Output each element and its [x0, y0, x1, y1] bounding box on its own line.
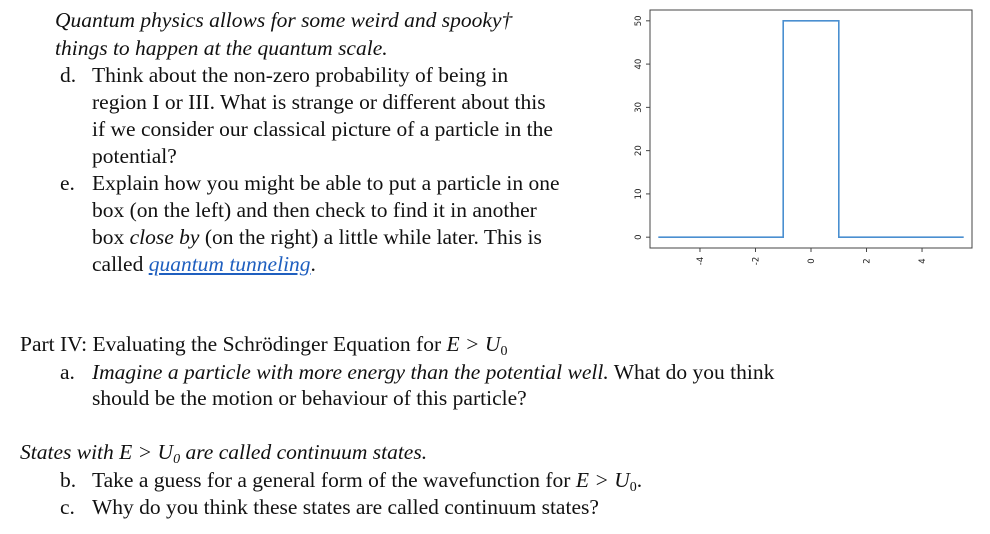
- quantum-tunneling-link[interactable]: quantum tunneling: [148, 252, 311, 276]
- x-tick-label: -2: [751, 256, 762, 266]
- y-tick-label: 50: [634, 15, 644, 27]
- part4-heading-text: Part IV: Evaluating the Schrödinger Equation for: [20, 332, 447, 356]
- item-a-line-2: should be the motion or behaviour of this particle?: [92, 386, 527, 410]
- y-axis-ticks: [634, 15, 650, 239]
- item-e-line-2: box (on the left) and then check to find it in another: [92, 198, 537, 222]
- part4-heading-sub: 0: [500, 344, 508, 359]
- potential-plot: [620, 0, 980, 285]
- continuum-states-line: [20, 439, 427, 465]
- item-e-line-3-post: (on the right) a little while later. This is: [199, 225, 542, 249]
- item-e-letter: e.: [60, 171, 75, 195]
- states-text: States with: [20, 440, 120, 464]
- potential-line: [658, 21, 963, 237]
- x-axis-ticks: [696, 248, 928, 265]
- item-a-emphasis: Imagine a particle with more energy than the potential well.: [92, 360, 609, 384]
- item-a-letter: a.: [60, 360, 75, 384]
- item-a-line-1-post: What do you think: [608, 360, 775, 384]
- x-tick-label: 4: [918, 258, 929, 264]
- item-d-line-1: Think about the non-zero probability of being in: [92, 63, 509, 87]
- item-b-line: [92, 467, 642, 493]
- item-c-line: Why do you think these states are called continuum states?: [92, 495, 599, 519]
- item-b-post: .: [636, 468, 643, 492]
- states-sub: 0: [173, 452, 181, 467]
- y-tick-label: 10: [634, 188, 644, 200]
- x-tick-label: -4: [695, 256, 706, 266]
- y-tick-label: 30: [634, 101, 644, 113]
- plot-frame: [650, 10, 972, 248]
- states-post: are called continuum states.: [180, 440, 428, 464]
- intro-line-1: Quantum physics allows for some weird and spooky†: [55, 8, 513, 32]
- y-tick-label: 40: [634, 58, 644, 70]
- y-tick-label: 20: [634, 145, 644, 157]
- item-b-letter: b.: [60, 468, 77, 492]
- item-d-line-3: if we consider our classical picture of a particle in the: [92, 117, 553, 141]
- x-tick-label: 0: [807, 258, 817, 264]
- item-b-sub: 0: [629, 480, 637, 495]
- item-e-line-4-pre: called: [92, 252, 149, 276]
- item-d-line-2: region I or III. What is strange or different about this: [92, 90, 546, 114]
- intro-line-2: things to happen at the quantum scale.: [55, 36, 388, 60]
- y-tick-label: 0: [634, 234, 644, 240]
- item-e-line-3: [92, 224, 542, 250]
- item-e-line-4-post: .: [310, 252, 316, 276]
- item-a-line-1: [92, 359, 774, 385]
- item-d-letter: d.: [60, 63, 77, 87]
- item-b-text: Take a guess for a general form of the wavefunction for: [92, 468, 576, 492]
- states-math: E > U: [119, 440, 174, 464]
- item-c-letter: c.: [60, 495, 75, 519]
- item-e-line-4: [92, 251, 316, 277]
- x-tick-label: 2: [862, 258, 873, 264]
- item-d-line-4: potential?: [92, 144, 177, 168]
- item-e-line-1: Explain how you might be able to put a particle in one: [92, 171, 560, 195]
- item-e-emphasis: close by: [129, 225, 200, 249]
- part4-heading-math: E > U: [446, 332, 501, 356]
- item-e-line-3-pre: box: [92, 225, 130, 249]
- item-b-math: E > U: [575, 468, 630, 492]
- part4-heading: [20, 331, 507, 357]
